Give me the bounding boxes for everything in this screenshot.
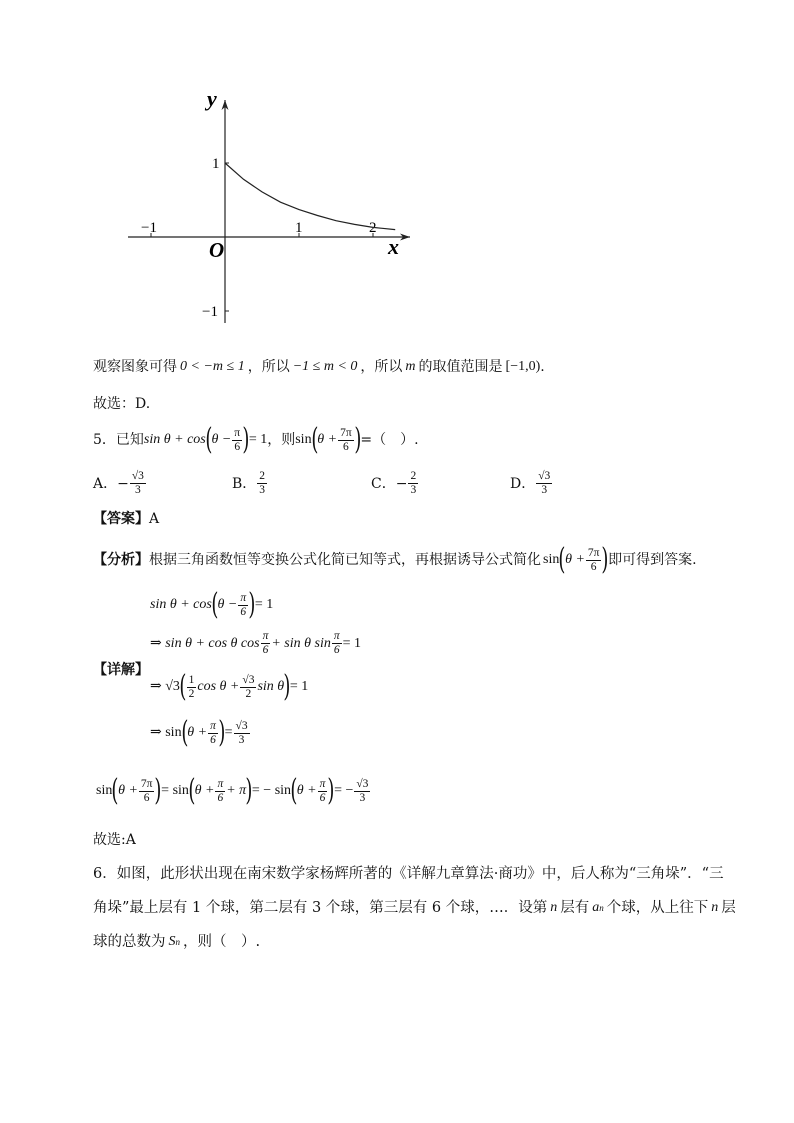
detail-tag: 【详解】 <box>93 662 149 678</box>
option-b-label: B． <box>232 475 257 492</box>
q6-l3-a: 球的总数为 <box>93 934 166 950</box>
final-eq-neg: = − sin <box>251 783 292 798</box>
y-tick-label: 1 <box>212 156 220 172</box>
final-inner-c: θ + <box>296 783 317 798</box>
detail-l4-a: ⇒ sin <box>150 725 182 740</box>
detail-l4-sqrt3: √3 <box>235 719 248 732</box>
detail-l4-six: 6 <box>210 733 216 746</box>
detail-l4-three: 3 <box>238 733 245 746</box>
detail-l4-pi: π <box>210 719 216 732</box>
detail-l2-pi: π <box>262 630 269 642</box>
option-d-label: D． <box>510 475 536 492</box>
detail-l3-cos: cos θ + <box>197 679 240 694</box>
detail-l3-a: ⇒ √3 <box>150 679 180 694</box>
option-b-den: 3 <box>259 484 266 496</box>
q5-expr-a: sin θ + cos <box>143 432 206 447</box>
obs-ineq2: −1 ≤ m < 0 <box>292 359 358 374</box>
y-tick-label: −1 <box>202 304 218 320</box>
final-equation: sin ( θ + $\frac{7\pi}{6}$ ) = sin ( θ + $\frac{\pi}{6}$ + π ) = − sin ( θ + $\frac{\pi}{6}$ ) = − $\frac{√3}{3}$ <box>96 773 369 808</box>
q6-l3-b: ，则（ ）. <box>183 934 261 950</box>
q6-n-2: n <box>711 900 719 915</box>
final-inner-a: θ + <box>118 783 138 798</box>
detail-l1-a: sin θ + cos <box>150 597 212 612</box>
detail-l2-six: 6 <box>262 644 269 656</box>
q6-S: S <box>168 934 176 949</box>
q6-a-sub: n <box>599 903 604 913</box>
detail-l2-pi-b: π <box>333 630 340 642</box>
obs-ineq1: 0 < −m ≤ 1 <box>180 359 245 374</box>
obs-end: . <box>540 359 545 375</box>
final-six-a: 6 <box>143 791 150 804</box>
choose-d: 故选：D. <box>93 396 151 412</box>
option-b <box>232 470 268 497</box>
detail-l1-eq: = 1 <box>254 597 274 612</box>
q6-n-1: n <box>550 900 558 915</box>
q6-a: a <box>592 900 600 915</box>
q5-num: 5．已知 <box>93 432 144 448</box>
analysis-tag: 【分析】 <box>93 552 149 568</box>
obs-mid1: ，所以 <box>247 359 290 375</box>
final-pi-b: π <box>217 777 224 790</box>
analysis-six: 6 <box>590 560 597 573</box>
detail-l3-eq: = 1 <box>289 679 309 694</box>
q5-six: 6 <box>234 440 241 453</box>
q5-eq-paren: =（ ）. <box>360 432 419 448</box>
final-plus-pi: + π <box>226 783 247 798</box>
option-d-num: √3 <box>538 470 551 482</box>
final-eq: = sin <box>161 783 189 798</box>
detail-line-2 <box>150 630 361 657</box>
option-c <box>371 470 419 497</box>
option-a-den: 3 <box>135 484 141 496</box>
obs-mid3: 的取值范围是 <box>418 359 503 375</box>
detail-l1-pi: π <box>240 591 247 604</box>
analysis-text: 根据三角函数恒等变换公式化简已知等式，再根据诱导公式简化 <box>149 552 541 568</box>
obs-var: m <box>405 359 416 374</box>
final-three: 3 <box>359 791 366 804</box>
q5-mid: ，则 <box>267 432 296 448</box>
y-axis-label: y <box>207 86 217 111</box>
detail-l2-eq: = 1 <box>342 635 362 651</box>
detail-l3-half: 1 <box>188 673 195 686</box>
obs-interval: [−1,0) <box>505 359 541 374</box>
q6-l2-d: 层 <box>721 900 736 916</box>
x-axis-label: x <box>388 234 399 259</box>
x-tick-label: 1 <box>295 220 303 236</box>
option-c-num: 2 <box>410 470 417 482</box>
q5-six-b: 6 <box>343 440 349 453</box>
final-inner-b: θ + <box>194 783 215 798</box>
origin-label: O <box>209 238 225 262</box>
analysis-line: 【分析】 根据三角函数恒等变换公式化简已知等式，再根据诱导公式简化 sin ( θ + $\frac{7\pi}{6}$ ) 即可得到答案. <box>93 542 697 577</box>
q5-inner-a: θ − <box>211 432 232 447</box>
q6-line-2 <box>93 898 736 918</box>
analysis-tail: 即可得到答案. <box>608 552 697 568</box>
detail-l2-b: + sin θ sin <box>271 635 331 651</box>
detail-l3-sin: sin θ <box>257 679 285 694</box>
analysis-inner: θ + <box>565 552 585 567</box>
detail-l2-a: ⇒ sin θ + cos θ cos <box>150 635 260 651</box>
q5-sin: sin <box>295 432 312 447</box>
detail-line-4: ⇒ sin ( θ + $\frac{\pi}{6}$ ) = $\frac{√3}{3}$ <box>150 715 248 750</box>
answer-line <box>93 509 159 529</box>
detail-l4-inner: θ + <box>187 725 208 740</box>
option-d-den: 3 <box>541 484 548 496</box>
answer-tag: 【答案】 <box>93 511 149 527</box>
option-c-den: 3 <box>410 484 417 496</box>
q5-inner-b: θ + <box>317 432 338 447</box>
final-six-c: 6 <box>319 791 326 804</box>
detail-l2-six-b: 6 <box>333 644 340 656</box>
answer-value: A <box>149 511 160 527</box>
option-d <box>510 470 553 497</box>
detail-line-3: ⇒ √3 ( $\frac{1}{2}$ cos θ + $\frac{√3}{2}$ sin θ ) = 1 <box>150 669 309 704</box>
choose-a: 故选:A <box>93 832 136 848</box>
q6-line-3 <box>93 932 260 952</box>
q6-S-sub: n <box>175 937 180 947</box>
final-six-b: 6 <box>217 791 224 804</box>
final-sin: sin <box>96 783 113 798</box>
obs-pre: 观察图象可得 <box>93 359 177 375</box>
option-a <box>93 470 147 497</box>
q6-l2-c: 个球，从上往下 <box>606 900 709 916</box>
analysis-sevenpi: 7π <box>587 546 600 559</box>
detail-l1-six: 6 <box>240 605 247 618</box>
final-sevenpi: 7π <box>140 777 153 790</box>
final-eq-neg2: = − <box>334 783 354 798</box>
x-tick-label: 2 <box>369 220 377 236</box>
q6-line-1: 6．如图，此形状出现在南宋数学家杨辉所著的《详解九章算法·商功》中，后人称为“三角垛”．“三 <box>93 866 724 882</box>
q5-pi: π <box>234 426 241 439</box>
detail-l3-sqrt3: √3 <box>242 673 255 686</box>
detail-line-1: sin θ + cos ( θ − $\frac{\pi}{6}$ ) = 1 <box>150 587 274 622</box>
q5-sevenpi: 7π <box>340 426 352 439</box>
function-graph <box>110 85 420 330</box>
detail-l1-inner: θ − <box>217 597 238 612</box>
obs-mid2: ，所以 <box>360 359 403 375</box>
detail-l4-eq: = <box>224 725 233 740</box>
analysis-sin: sin <box>543 552 560 567</box>
detail-l3-two-b: 2 <box>245 687 252 700</box>
option-a-num: √3 <box>131 470 144 482</box>
observation-line <box>93 357 545 377</box>
question-5: 5．已知 sin θ + cos ( θ − $\frac{\pi}{6}$ ) = 1 ，则 sin ( θ + $\frac{7\pi}{6}$ ) =（ ）. <box>93 422 419 457</box>
option-c-label: C．− <box>371 475 408 492</box>
q6-l2-b: 层有 <box>560 900 590 916</box>
detail-l3-two: 2 <box>188 687 195 700</box>
option-b-num: 2 <box>259 470 266 482</box>
final-sqrt3: √3 <box>356 777 369 790</box>
x-tick-label: −1 <box>141 220 157 236</box>
final-pi-c: π <box>319 777 326 790</box>
q5-eq1: = 1 <box>248 432 268 447</box>
option-a-label: A．− <box>93 475 129 492</box>
q6-l2-a: 角垛”最上层有 1 个球，第二层有 3 个球，第三层有 6 个球，…．设第 <box>93 900 548 916</box>
